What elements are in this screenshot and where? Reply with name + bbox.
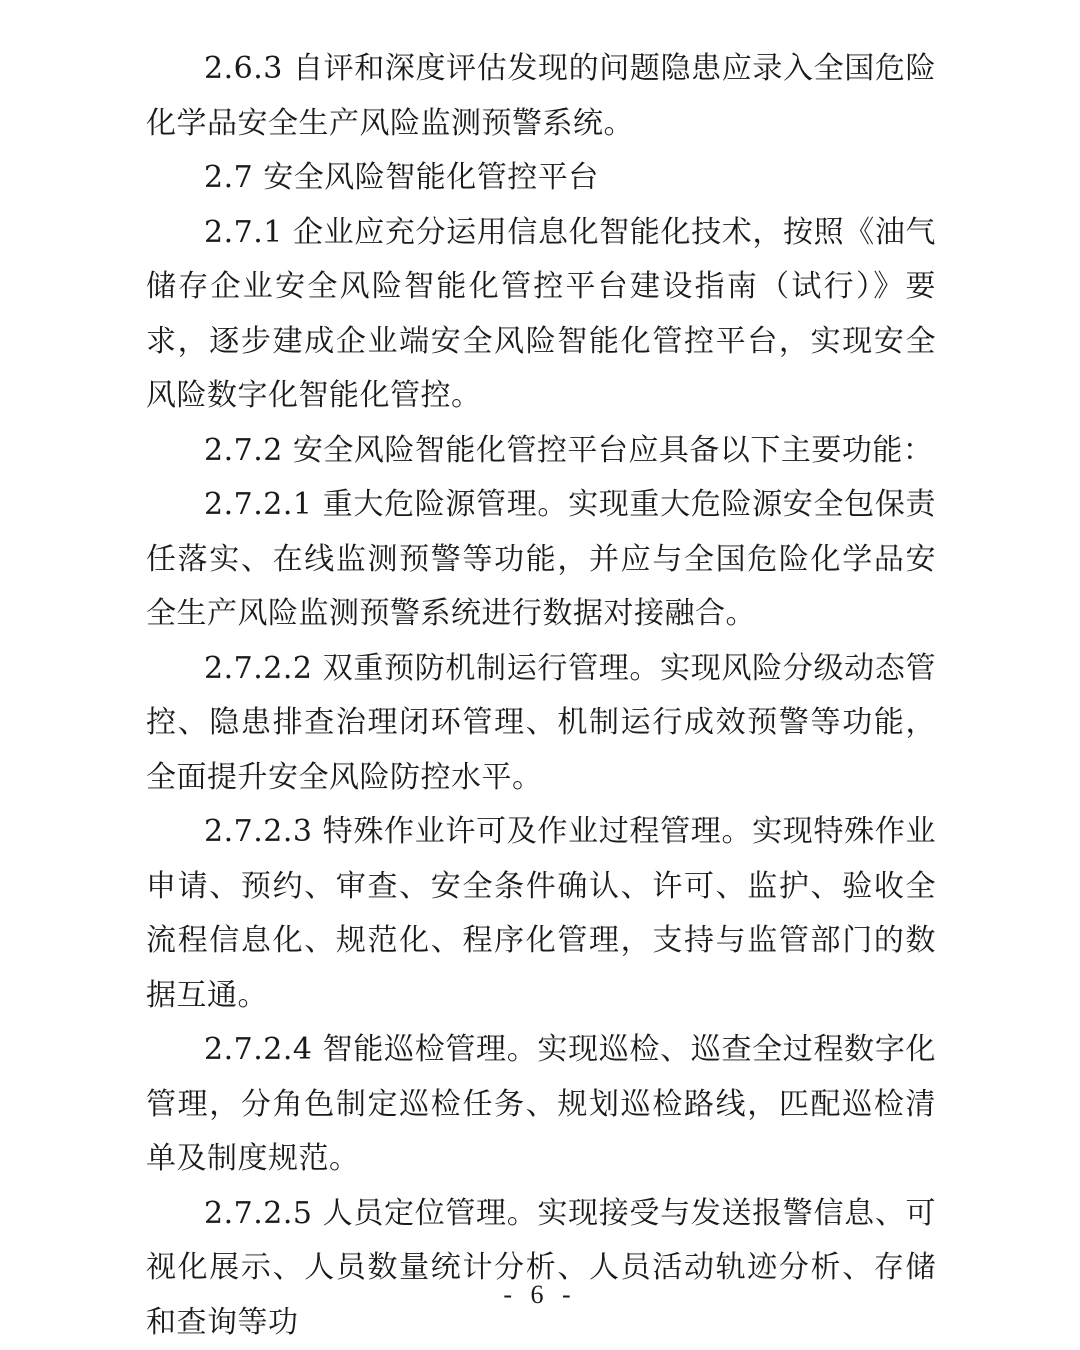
paragraph-2-7-2-1: 2.7.2.1 重大危险源管理。实现重大危险源安全包保责任落实、在线监测预警等功能，并应与全国危险化学品安全生产风险监测预警系统进行数据对接融合。 (146, 478, 936, 642)
paragraph-2-7-2: 2.7.2 安全风险智能化管控平台应具备以下主要功能： (146, 424, 936, 479)
paragraph-2-7-2-4: 2.7.2.4 智能巡检管理。实现巡检、巡查全过程数字化管理，分角色制定巡检任务、规划巡检路线，匹配巡检清单及制度规范。 (146, 1023, 936, 1187)
paragraph-2-7-2-2: 2.7.2.2 双重预防机制运行管理。实现风险分级动态管控、隐患排查治理闭环管理、机制运行成效预警等功能，全面提升安全风险防控水平。 (146, 642, 936, 806)
page-number: - 6 - (0, 1280, 1080, 1310)
document-body (146, 42, 936, 1350)
paragraph-2-6-3: 2.6.3 自评和深度评估发现的问题隐患应录入全国危险化学品安全生产风险监测预警系统。 (146, 42, 936, 151)
section-heading-2-7: 2.7 安全风险智能化管控平台 (146, 151, 936, 206)
paragraph-2-7-1: 2.7.1 企业应充分运用信息化智能化技术，按照《油气储存企业安全风险智能化管控平台建设指南（试行）》要求，逐步建成企业端安全风险智能化管控平台，实现安全风险数字化智能化管控。 (146, 206, 936, 424)
paragraph-2-7-2-5: 2.7.2.5 人员定位管理。实现接受与发送报警信息、可视化展示、人员数量统计分析、人员活动轨迹分析、存储和查询等功 (146, 1187, 936, 1350)
paragraph-2-7-2-3: 2.7.2.3 特殊作业许可及作业过程管理。实现特殊作业申请、预约、审查、安全条件确认、许可、监护、验收全流程信息化、规范化、程序化管理，支持与监管部门的数据互通。 (146, 805, 936, 1023)
